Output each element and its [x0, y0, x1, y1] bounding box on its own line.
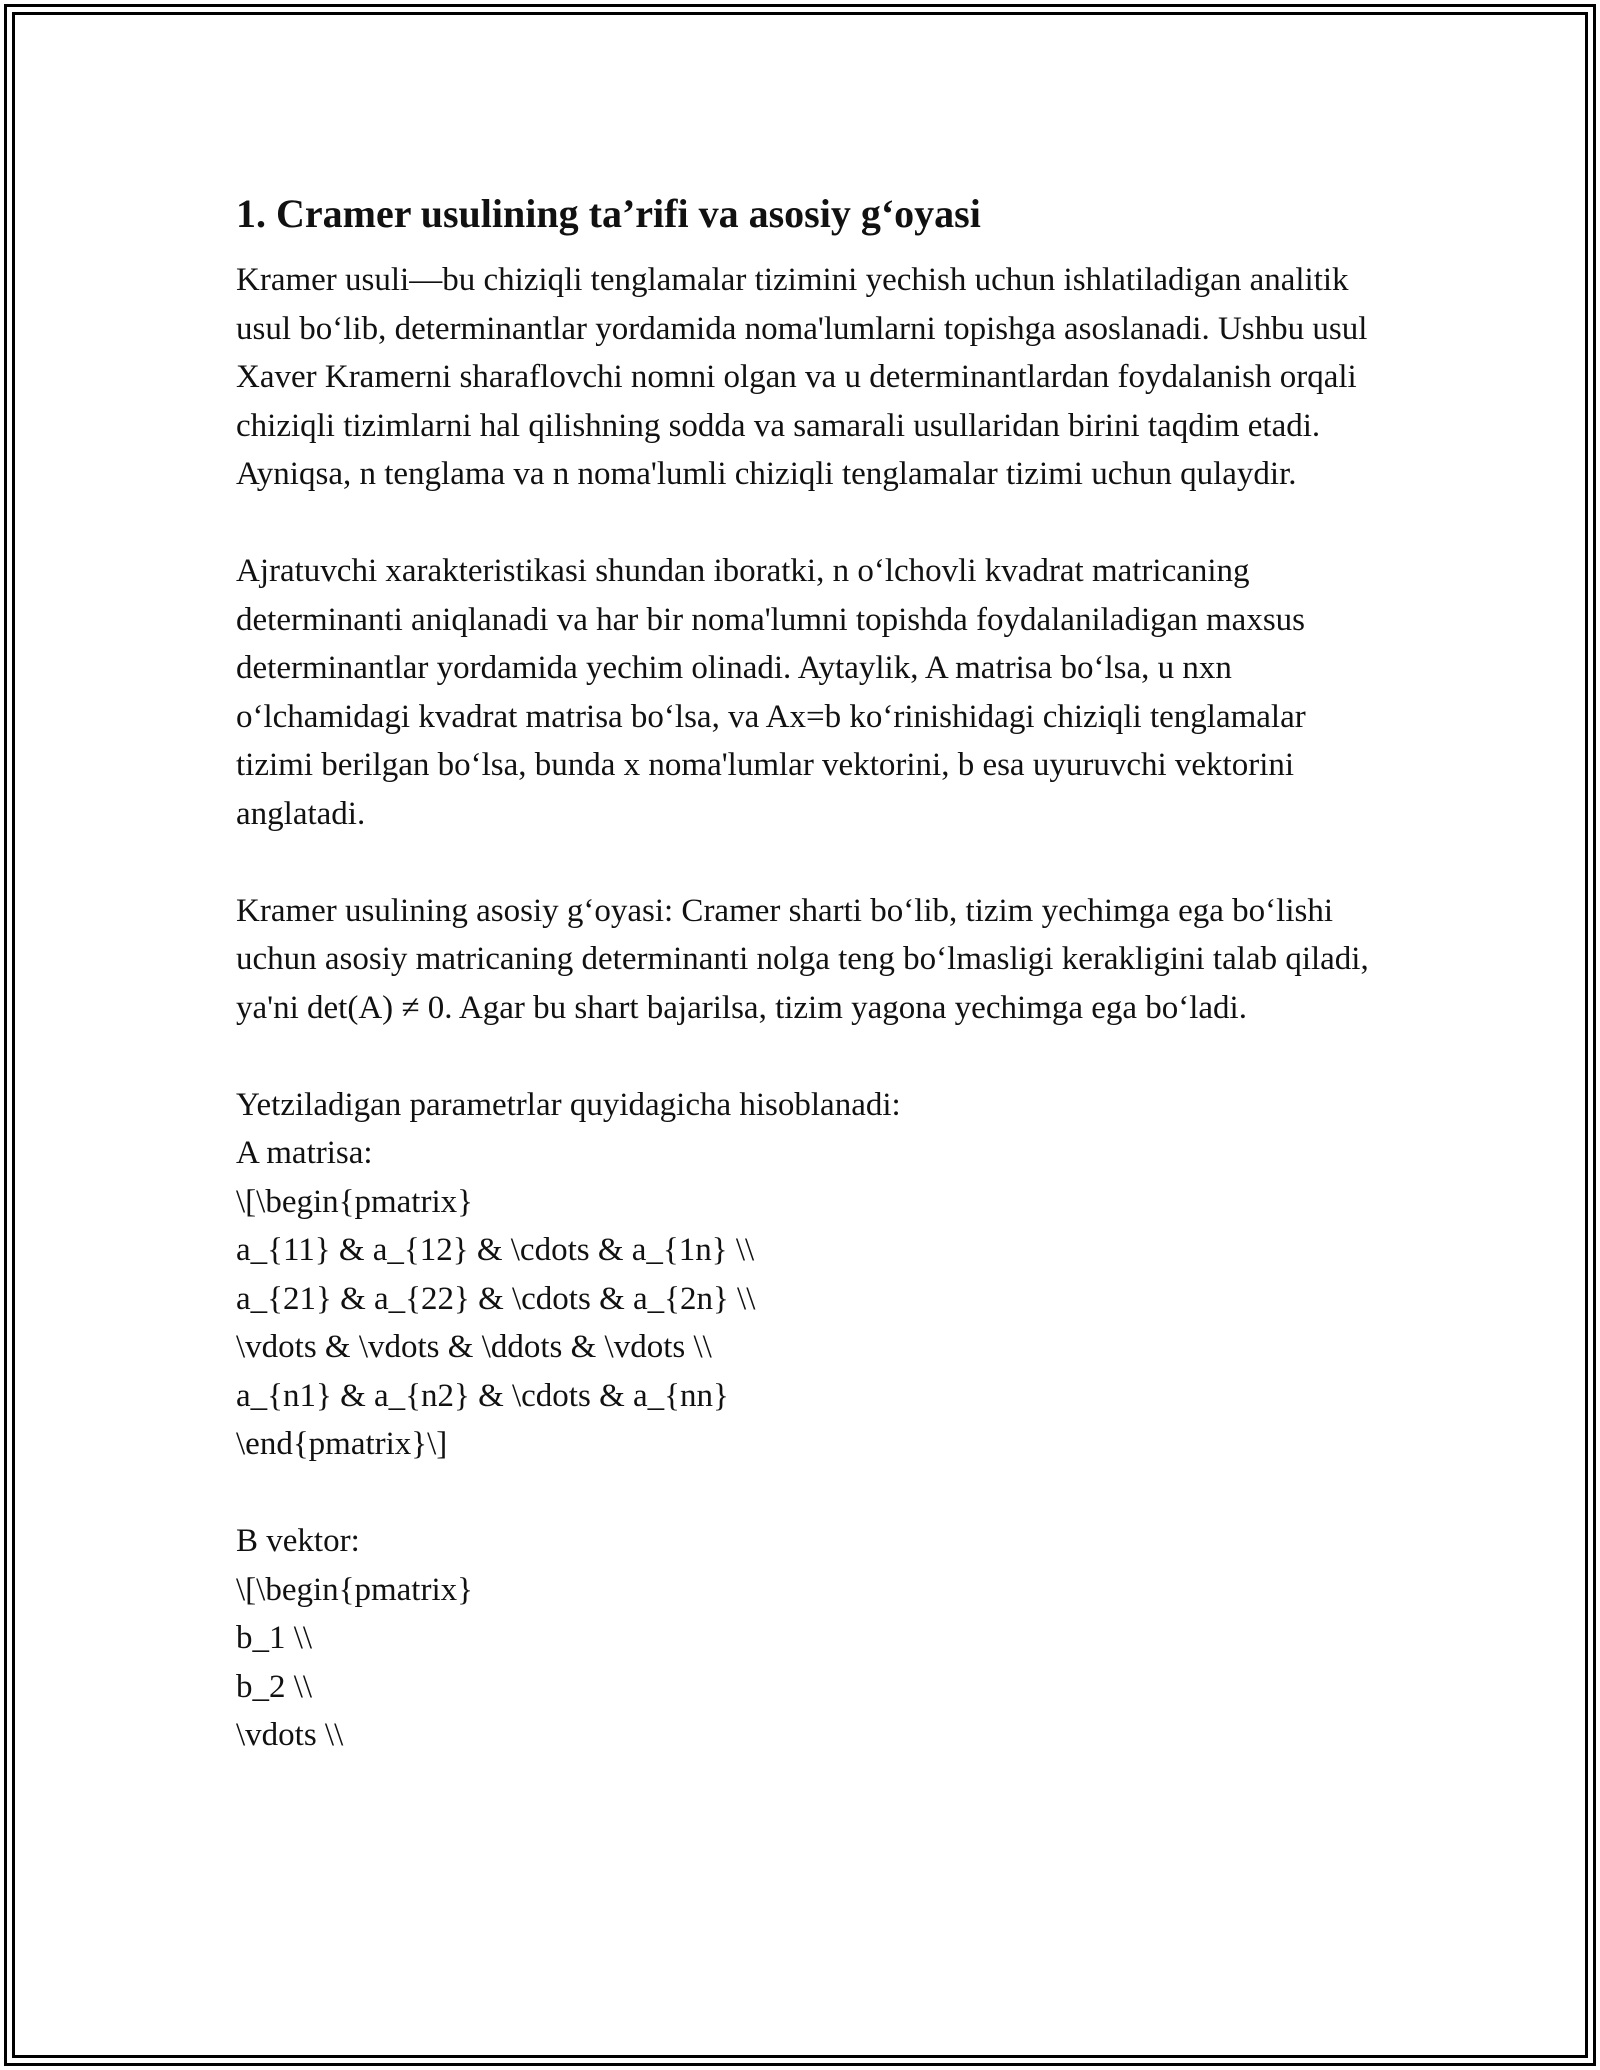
- paragraph-characteristic: Ajratuvchi xarakteristikasi shundan iboratki, n o‘lchovli kvadrat matricaning determinanti aniqlanadi va har bir noma'lumni topishda foydalaniladigan maxsus determinantlar yordamida yechim olinadi. Aytaylik, A matrisa bo‘lsa, u nxn o‘lchamidagi kvadrat matrisa bo‘lsa, va Ax=b ko‘rinishidagi chiziqli tenglamalar tizimi berilgan bo‘lsa, bunda x noma'lumlar vektorini, b esa uyuruvchi vektorini anglatadi.: [236, 553, 1306, 832]
- vector-b-line: b_1 \\: [236, 1620, 313, 1656]
- matrix-a-line: \end{pmatrix}\]: [236, 1426, 448, 1462]
- matrix-a-line: a_{21} & a_{22} & \cdots & a_{2n} \\: [236, 1280, 756, 1317]
- vector-b-label: B vektor:: [236, 1523, 360, 1559]
- document-body: [236, 186, 1376, 1760]
- paragraph-main-idea: Kramer usulining asosiy g‘oyasi: Cramer sharti bo‘lib, tizim yechimga ega bo‘lishi uchun asosiy matricaning determinanti nolga teng bo‘lmasligi kerakligini talab qiladi, ya'ni det(A) ≠ 0. Agar bu shart bajarilsa, tizim yagona yechimga ega bo‘ladi.: [236, 892, 1369, 1026]
- vector-b-line: b_2 \\: [236, 1668, 313, 1705]
- parameters-intro: Yetziladigan parametrlar quyidagicha hisoblanadi:: [236, 1086, 901, 1123]
- parameters-block: [236, 1081, 1376, 1760]
- matrix-a-line: a_{n1} & a_{n2} & \cdots & a_{nn}: [236, 1377, 729, 1414]
- matrix-a-label: A matrisa:: [236, 1135, 373, 1171]
- vector-b-line: \vdots \\: [236, 1717, 344, 1753]
- matrix-a-line: a_{11} & a_{12} & \cdots & a_{1n} \\: [236, 1232, 755, 1268]
- matrix-a-line: \[\begin{pmatrix}: [236, 1183, 473, 1220]
- section-heading: 1. Cramer usulining ta’rifi va asosiy g‘oyasi: [236, 191, 981, 236]
- blank-line: [236, 1469, 1376, 1518]
- paragraph-definition: Kramer usuli—bu chiziqli tenglamalar tizimini yechish uchun ishlatiladigan analitik usul bo‘lib, determinantlar yordamida noma'lumlarni topishga asoslanadi. Ushbu usul Xaver Kramerni sharaflovchi nomni olgan va u determinantlardan foydalanish orqali chiziqli tizimlarni hal qilishning sodda va samarali usullaridan birini taqdim etadi. Ayniqsa, n tenglama va n noma'lumli chiziqli tenglamalar tizimi uchun qulaydir.: [236, 262, 1368, 492]
- matrix-a-line: \vdots & \vdots & \ddots & \vdots \\: [236, 1329, 712, 1365]
- vector-b-line: \[\begin{pmatrix}: [236, 1571, 473, 1608]
